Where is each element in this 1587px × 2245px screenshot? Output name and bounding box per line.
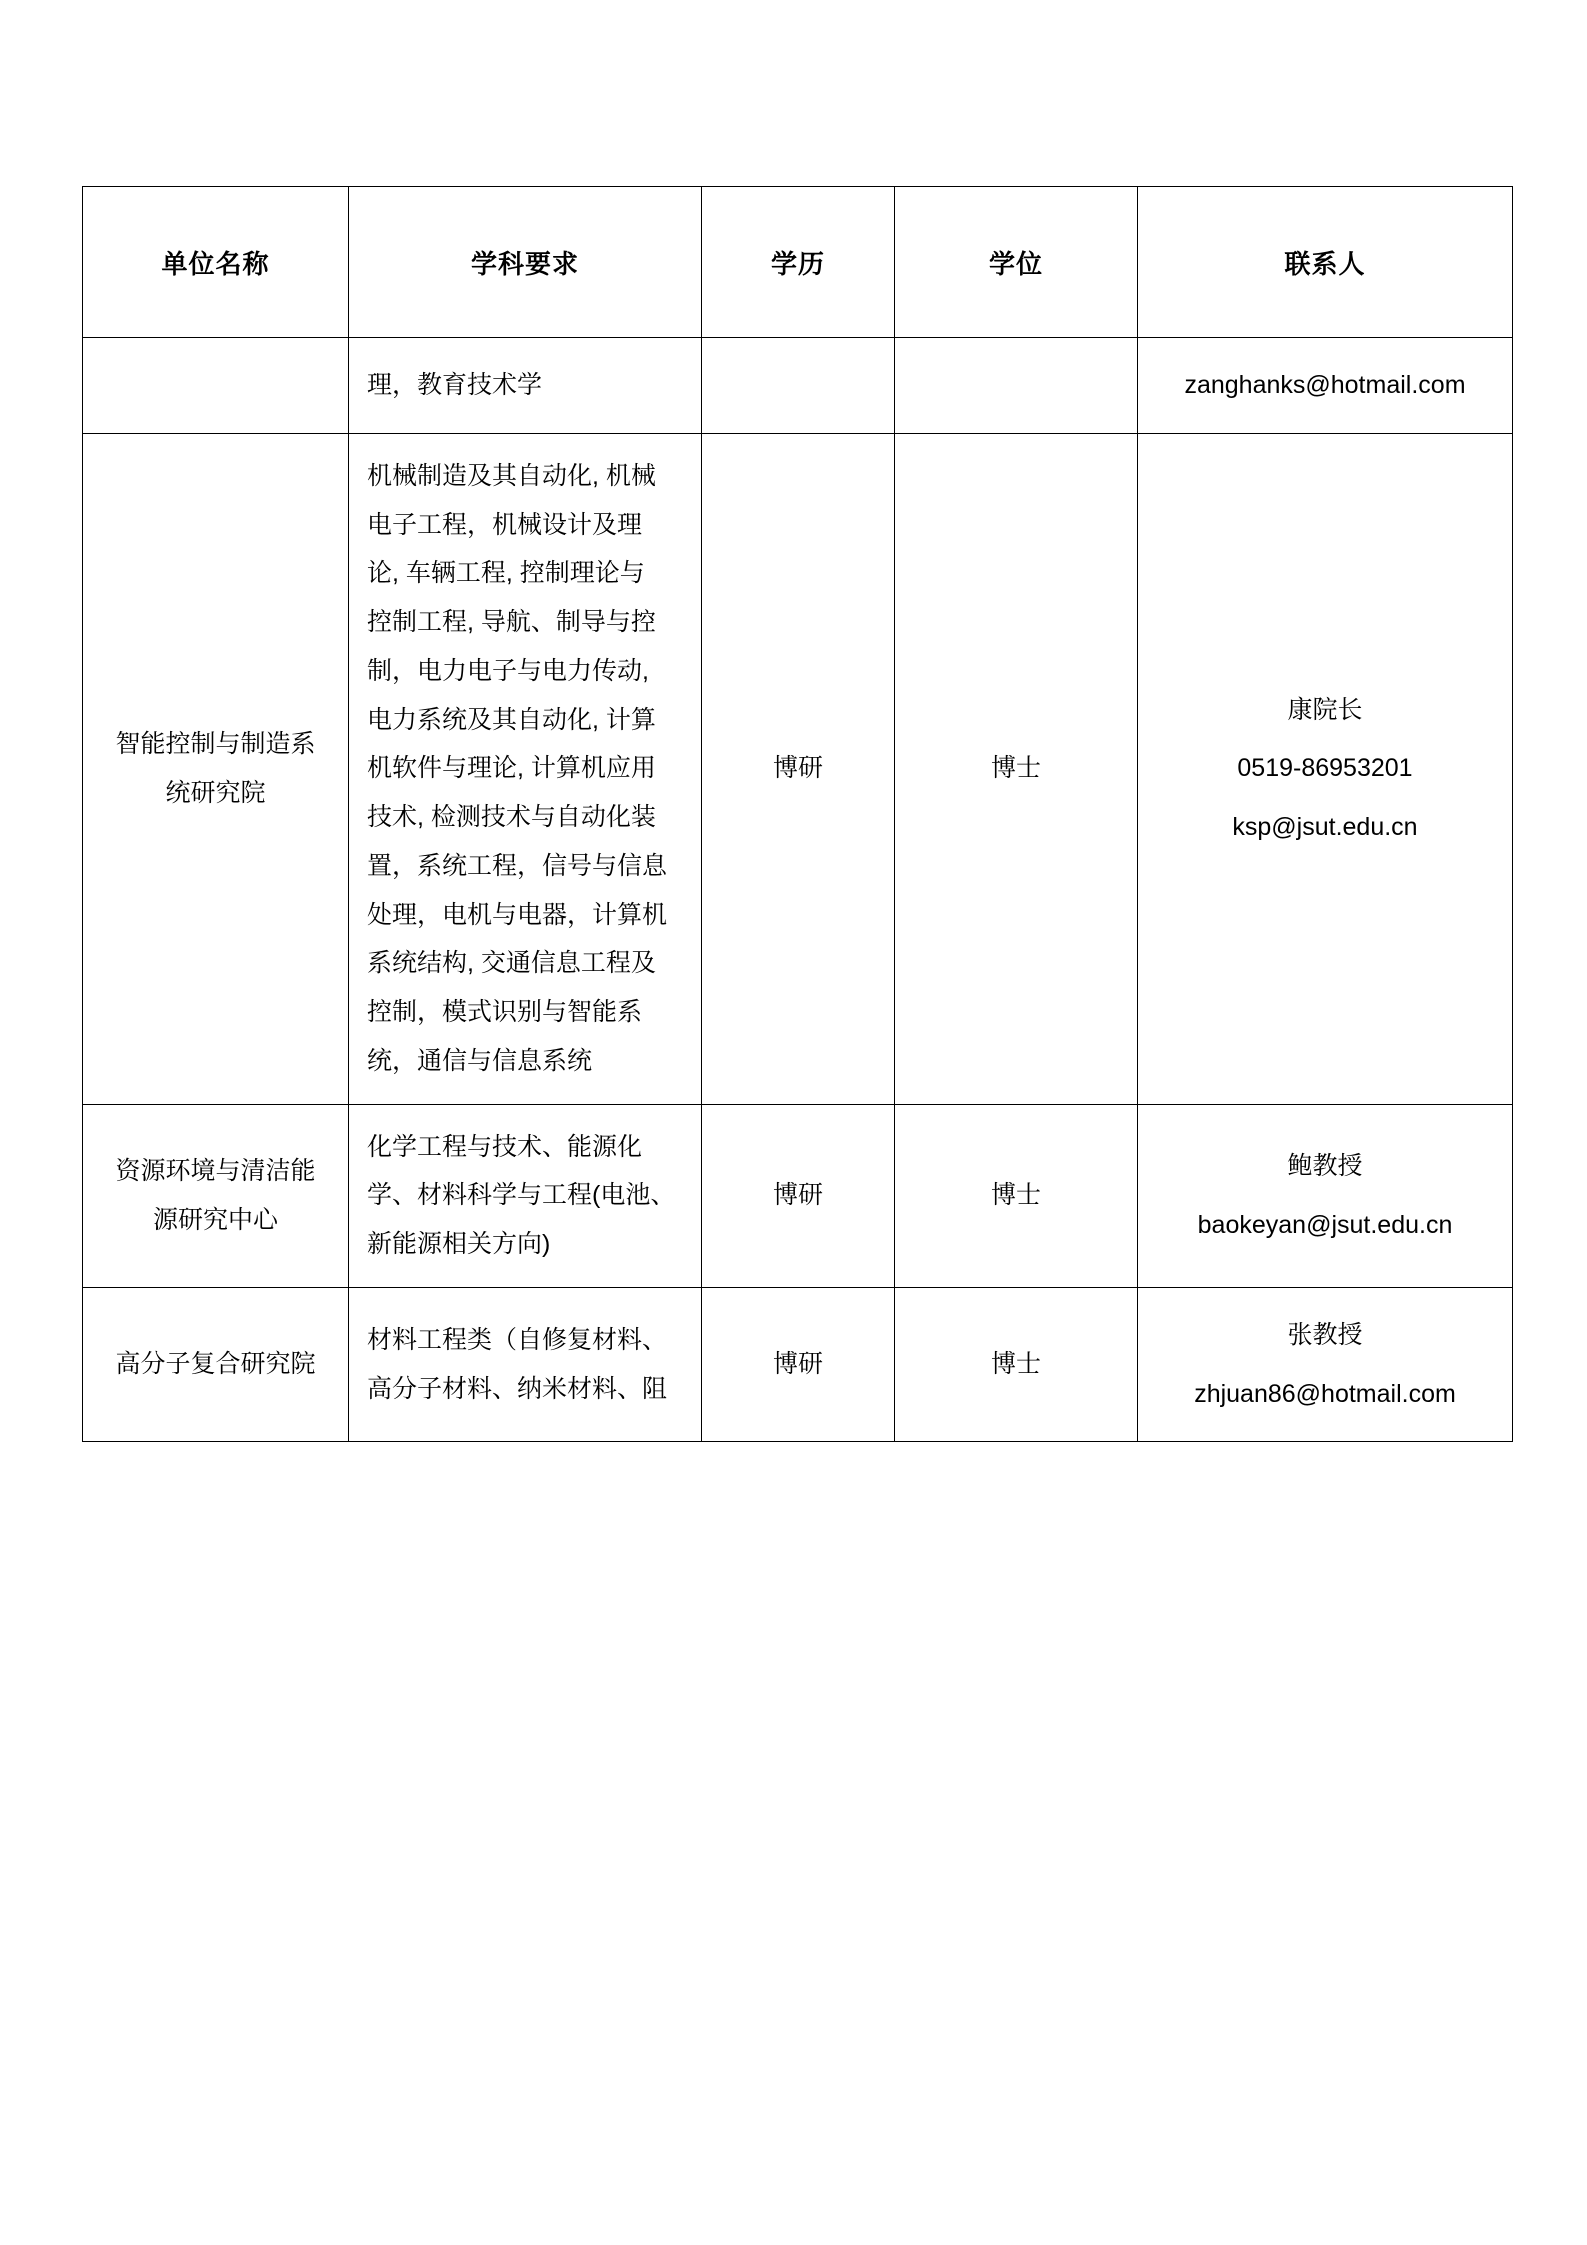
major-line: 学、材料科学与工程(电池、 xyxy=(367,1181,676,1210)
column-header-unit-name: 单位名称 xyxy=(83,187,349,338)
contact-email[interactable]: baokeyan@jsut.edu.cn xyxy=(1197,1210,1453,1239)
unit-name-line: 高分子复合研究院 xyxy=(115,1350,316,1379)
cell-major-requirement xyxy=(349,433,702,1104)
contact-name: 张教授 xyxy=(1287,1320,1363,1349)
major-line: 电子工程，机械设计及理 xyxy=(367,510,643,539)
cell-degree xyxy=(895,1287,1138,1442)
recruitment-requirements-table xyxy=(82,186,1513,1442)
column-header-contact: 联系人 xyxy=(1138,187,1513,338)
cell-contact xyxy=(1138,433,1513,1104)
contact-phone[interactable]: 0519-86953201 xyxy=(1237,754,1413,783)
education-value: 博研 xyxy=(772,1350,823,1379)
cell-contact xyxy=(1138,338,1513,434)
cell-degree xyxy=(895,1104,1138,1287)
major-line: 电力系统及其自动化, 计算 xyxy=(367,705,656,734)
major-line: 统，通信与信息系统 xyxy=(367,1046,593,1075)
cell-degree xyxy=(895,433,1138,1104)
unit-name-line: 统研究院 xyxy=(165,778,266,807)
major-line: 置，系统工程，信号与信息 xyxy=(367,851,668,880)
cell-unit-name xyxy=(83,433,349,1104)
major-line: 机软件与理论, 计算机应用 xyxy=(367,754,656,783)
cell-education xyxy=(702,338,895,434)
cell-major-requirement xyxy=(349,1104,702,1287)
major-line: 处理，电机与电器，计算机 xyxy=(367,900,668,929)
contact-email[interactable]: zanghanks@hotmail.com xyxy=(1184,371,1466,399)
cell-contact xyxy=(1138,1287,1513,1442)
contact-email[interactable]: zhjuan86@hotmail.com xyxy=(1194,1379,1456,1408)
column-header-major-requirement: 学科要求 xyxy=(349,187,702,338)
major-line: 技术, 检测技术与自动化装 xyxy=(367,803,656,831)
cell-education xyxy=(702,1104,895,1287)
degree-value: 博士 xyxy=(990,754,1041,783)
education-value: 博研 xyxy=(772,754,823,783)
major-line: 材料工程类（自修复材料、 xyxy=(367,1325,668,1354)
unit-name-line: 智能控制与制造系 xyxy=(115,729,316,758)
cell-major-requirement xyxy=(349,338,702,434)
major-line: 理，教育技术学 xyxy=(367,370,543,399)
unit-name-line: 资源环境与清洁能 xyxy=(115,1156,316,1185)
contact-name: 康院长 xyxy=(1287,695,1363,724)
cell-unit-name xyxy=(83,1104,349,1287)
cell-education xyxy=(702,433,895,1104)
table-row xyxy=(83,338,1513,434)
cell-unit-name xyxy=(83,338,349,434)
cell-major-requirement xyxy=(349,1287,702,1442)
major-line: 化学工程与技术、能源化 xyxy=(367,1132,643,1161)
education-value: 博研 xyxy=(772,1181,823,1210)
major-line: 新能源相关方向) xyxy=(367,1230,551,1258)
table-row xyxy=(83,1287,1513,1442)
column-header-education: 学历 xyxy=(702,187,895,338)
table-row xyxy=(83,1104,1513,1287)
degree-value: 博士 xyxy=(990,1350,1041,1379)
major-line: 控制工程, 导航、制导与控 xyxy=(367,608,656,636)
major-line: 高分子材料、纳米材料、阻 xyxy=(367,1374,668,1403)
contact-name: 鲍教授 xyxy=(1287,1151,1363,1180)
cell-contact xyxy=(1138,1104,1513,1287)
major-line: 机械制造及其自动化, 机械 xyxy=(367,461,656,490)
major-line: 控制，模式识别与智能系 xyxy=(367,998,643,1026)
major-line: 制，电力电子与电力传动, xyxy=(367,656,649,685)
contact-email[interactable]: ksp@jsut.edu.cn xyxy=(1232,813,1418,841)
unit-name-line: 源研究中心 xyxy=(152,1205,278,1234)
column-header-degree: 学位 xyxy=(895,187,1138,338)
cell-education xyxy=(702,1287,895,1442)
major-line: 系统结构, 交通信息工程及 xyxy=(367,949,656,978)
cell-degree xyxy=(895,338,1138,434)
major-line: 论, 车辆工程, 控制理论与 xyxy=(367,559,645,588)
cell-unit-name xyxy=(83,1287,349,1442)
table-header-row xyxy=(83,187,1513,338)
degree-value: 博士 xyxy=(990,1181,1041,1210)
table-row xyxy=(83,433,1513,1104)
